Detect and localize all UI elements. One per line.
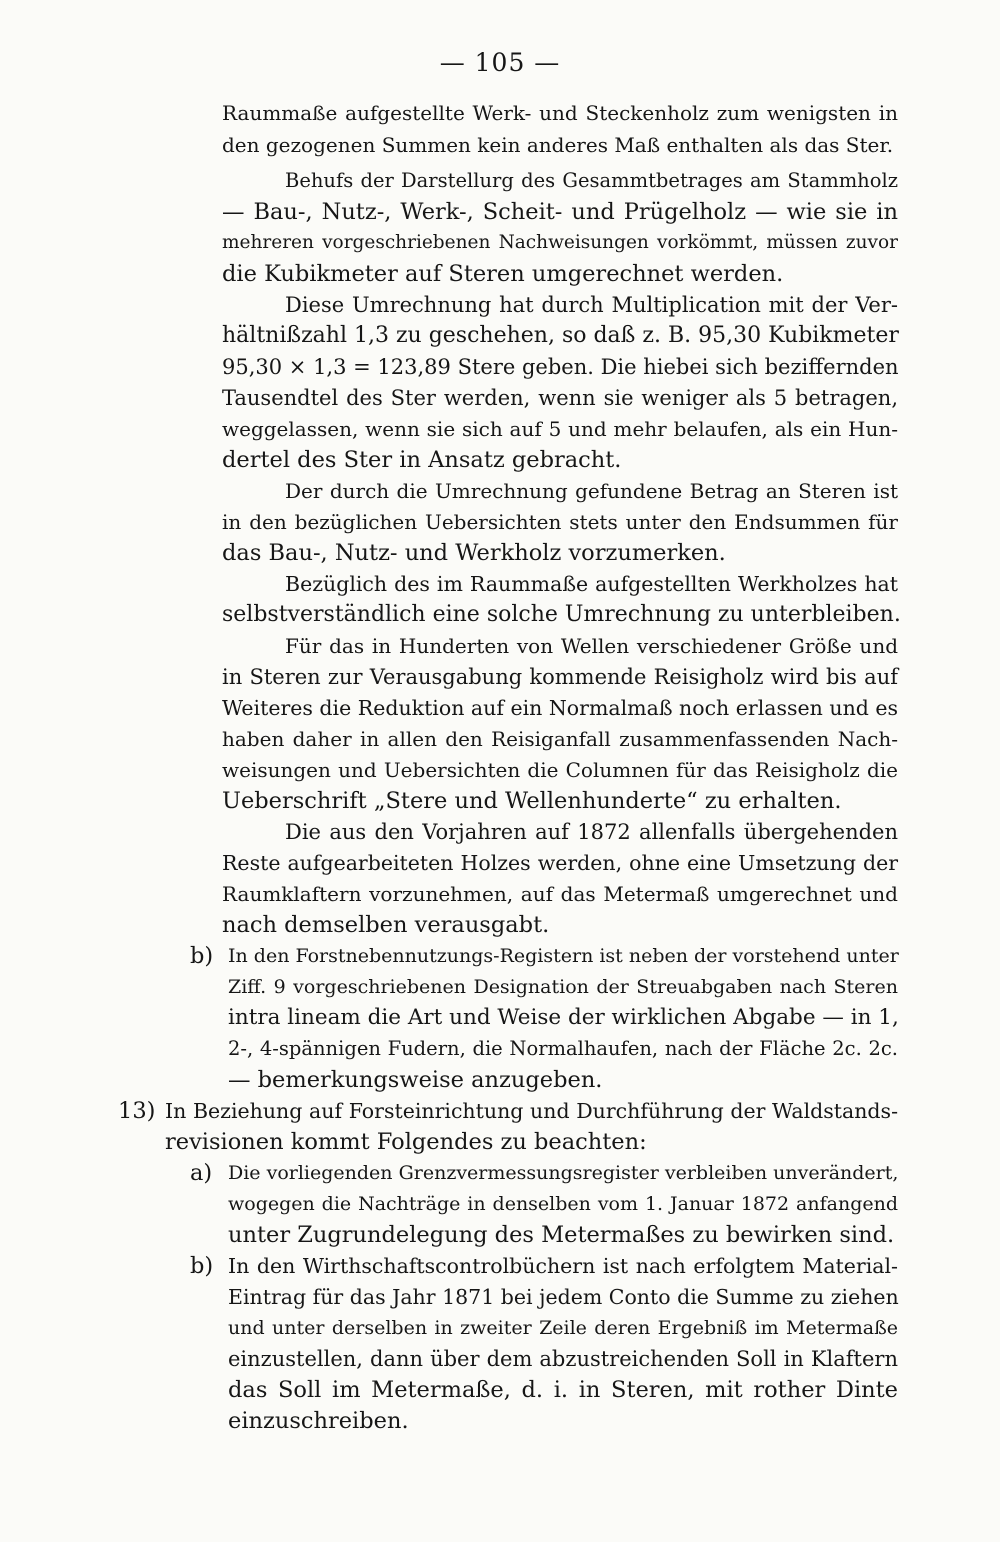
text-line: hältnißzahl 1,3 zu geschehen, so daß z. B. 95,30 Kubikmeter bbox=[222, 323, 899, 348]
text-line: Ueberschrift „Stere und Wellenhunderte“ zu erhalten. bbox=[222, 788, 842, 814]
text-line: Die aus den Vorjahren auf 1872 allenfalls übergehenden bbox=[285, 820, 898, 844]
text-line: Für das in Hunderten von Wellen verschiedener Größe und bbox=[285, 634, 898, 658]
text-line: einzustellen, dann über dem abzustreichenden Soll in Klaftern bbox=[228, 1347, 898, 1371]
list-marker: b) bbox=[190, 1253, 214, 1279]
text-line: Tausendtel des Ster werden, wenn sie weniger als 5 betragen, bbox=[222, 386, 898, 410]
text-line: unter Zugrundelegung des Metermaßes zu bewirken sind. bbox=[228, 1222, 895, 1248]
list-marker: a) bbox=[190, 1160, 213, 1186]
text-line: Reste aufgearbeiteten Holzes werden, ohne eine Umsetzung der bbox=[222, 851, 898, 875]
text-line: 95,30 × 1,3 = 123,89 Stere geben. Die hiebei sich beziffernden bbox=[222, 355, 899, 379]
list-marker: 13) bbox=[118, 1098, 156, 1124]
text-line: revisionen kommt Folgendes zu beachten: bbox=[165, 1129, 647, 1155]
text-line: das Bau-, Nutz- und Werkholz vorzumerken. bbox=[222, 540, 726, 566]
text-line: in den bezüglichen Uebersichten stets unter den Endsummen für bbox=[222, 510, 898, 534]
text-line: Behufs der Darstellurg des Gesammtbetrages am Stammholz bbox=[285, 169, 898, 192]
text-line: und unter derselben in zweiter Zeile deren Ergebniß im Metermaße bbox=[228, 1317, 898, 1339]
text-line: In den Forstnebennutzungs-Registern ist neben der vorstehend unter bbox=[228, 945, 899, 967]
text-line: In den Wirthschaftscontrolbüchern ist nach erfolgtem Material- bbox=[228, 1254, 898, 1278]
text-line: 2-, 4-spännigen Fudern, die Normalhaufen, nach der Fläche 2c. 2c. bbox=[228, 1037, 898, 1060]
text-line: nach demselben verausgabt. bbox=[222, 912, 550, 938]
text-line: in Steren zur Verausgabung kommende Reisigholz wird bis auf bbox=[222, 665, 898, 689]
text-line: selbstverständlich eine solche Umrechnung zu unterbleiben. bbox=[222, 602, 901, 627]
text-line: den gezogenen Summen kein anderes Maß enthalten als das Ster. bbox=[222, 133, 894, 157]
text-line: wogegen die Nachträge in denselben vom 1. Januar 1872 anfangend bbox=[228, 1193, 898, 1215]
text-line: Raumklaftern vorzunehmen, auf das Metermaß umgerechnet und bbox=[222, 882, 898, 906]
text-line: — bemerkungsweise anzugeben. bbox=[228, 1067, 603, 1093]
text-line: dertel des Ster in Ansatz gebracht. bbox=[222, 447, 622, 473]
text-line: Ziff. 9 vorgeschriebenen Designation der Streuabgaben nach Steren bbox=[228, 976, 898, 998]
text-line: mehreren vorgeschriebenen Nachweisungen vorkömmt, müssen zuvor bbox=[222, 232, 898, 253]
text-line: Die vorliegenden Grenzvermessungsregister verbleiben unverändert, bbox=[228, 1162, 899, 1184]
text-line: Diese Umrechnung hat durch Multiplication mit der Ver- bbox=[285, 293, 898, 317]
text-line: einzuschreiben. bbox=[228, 1408, 409, 1434]
text-line: Weiteres die Reduktion auf ein Normalmaß noch erlassen und es bbox=[222, 696, 899, 720]
text-line: das Soll im Metermaße, d. i. in Steren, mit rother Dinte bbox=[228, 1377, 898, 1403]
text-line: In Beziehung auf Forsteinrichtung und Durchführung der Waldstands- bbox=[165, 1099, 898, 1123]
text-line: weggelassen, wenn sie sich auf 5 und mehr belaufen, als ein Hun- bbox=[222, 417, 898, 441]
text-line: Der durch die Umrechnung gefundene Betrag an Steren ist bbox=[285, 479, 898, 503]
list-marker: b) bbox=[190, 943, 214, 969]
text-line: haben daher in allen den Reisiganfall zusammenfassenden Nach- bbox=[222, 727, 898, 751]
text-line: Eintrag für das Jahr 1871 bei jedem Conto die Summe zu ziehen bbox=[228, 1285, 899, 1309]
text-line: Raummaße aufgestellte Werk- und Steckenholz zum wenigsten in bbox=[222, 101, 898, 125]
text-line: intra lineam die Art und Weise der wirklichen Abgabe — in 1, bbox=[228, 1005, 899, 1030]
text-line: — Bau-, Nutz-, Werk-, Scheit- und Prügelholz — wie sie in bbox=[222, 199, 898, 225]
text-line: weisungen und Uebersichten die Columnen für das Reisigholz die bbox=[222, 758, 898, 782]
text-line: die Kubikmeter auf Steren umgerechnet werden. bbox=[222, 261, 784, 287]
page-number: — 105 — bbox=[439, 48, 561, 77]
text-line: Bezüglich des im Raummaße aufgestellten Werkholzes hat bbox=[285, 572, 898, 596]
